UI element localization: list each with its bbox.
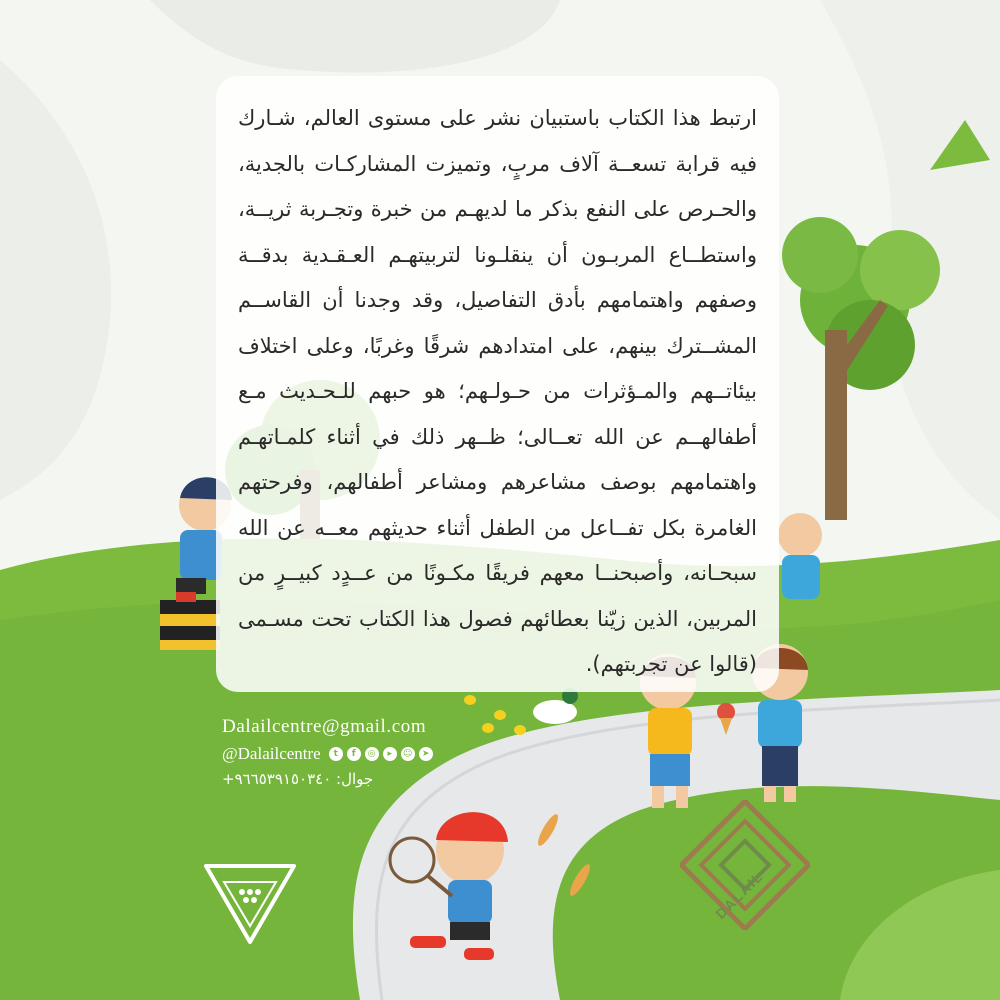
body-paragraph: [238, 96, 757, 688]
dalail-logo-text: DALAIL: [712, 867, 767, 922]
text-line: ارتبط هذا الكتاب باستبيان نشر على مستوى العالم، شـارك: [238, 106, 757, 130]
email-address[interactable]: Dalailcentre@gmail.com: [222, 716, 427, 737]
snapchat-icon[interactable]: ☺: [401, 747, 415, 761]
text-line: فيه قرابة تسعــة آلاف مربٍ، وتميزت المشاركـات بالجدية،: [238, 151, 757, 176]
girl-right: [778, 513, 822, 599]
text-line: الغامرة بكل تفــاعل من الطفل أثناء حديثهم معــه عن الله: [238, 515, 757, 540]
twitter-icon[interactable]: t: [329, 747, 343, 761]
text-line: أطفالهــم عن الله تعــالى؛ ظــهر ذلك في أثناء كلمـاتهـم: [238, 424, 757, 449]
publisher-triangle-logo: [198, 846, 302, 950]
text-line: والحـرص على النفع بذكر ما لديهـم من خبرة وتجـربة ثريــة،: [238, 197, 757, 221]
text-panel: [216, 76, 779, 692]
facebook-icon[interactable]: f: [347, 747, 361, 761]
text-line: واستطــاع المربـون أن ينقلـونا لتربيتهـم العـقـدية بدقــة: [238, 242, 757, 267]
instagram-icon[interactable]: ◎: [365, 747, 379, 761]
telegram-icon[interactable]: ➤: [419, 747, 433, 761]
social-row: [222, 744, 433, 764]
bench: [160, 600, 220, 650]
text-line: المشــترك بينهم، على امتدادهم شرقًا وغربًا، وعلى اختلاف: [238, 333, 757, 358]
phone-number: جوال: ٩٦٦٥٣٩١٥٠٣٤٠+: [222, 770, 374, 788]
youtube-icon[interactable]: ▸: [383, 747, 397, 761]
text-line: سبحـانه، وأصبحنــا معهم فريقًا مكـونًا من عــدٍد كبيــرٍ من: [238, 561, 757, 585]
text-line: واهتمامهم بوصف مشاعرهم ومشاعر أطفالهم، وفرحتهم: [238, 470, 757, 494]
text-line: وصفهم واهتمامهم بأدق التفاصيل، وقد وجدنا أن القاســم: [238, 288, 757, 312]
contact-block: [222, 716, 433, 788]
text-line: المربين، الذين زيّنا بعطائهم فصول هذا الكتاب تحت مسـمى: [238, 606, 757, 631]
background-blob-top: [150, 0, 560, 72]
text-line-last: (قالوا عن تجربتهم).: [585, 652, 757, 676]
text-line: بيئاتــهم والمـؤثرات من حـولـهم؛ هو حبهم للـحـديث مـع: [238, 379, 757, 403]
dalail-logo: [680, 800, 810, 930]
background-blob-left: [0, 60, 111, 500]
social-handle[interactable]: @Dalailcentre: [222, 744, 321, 763]
